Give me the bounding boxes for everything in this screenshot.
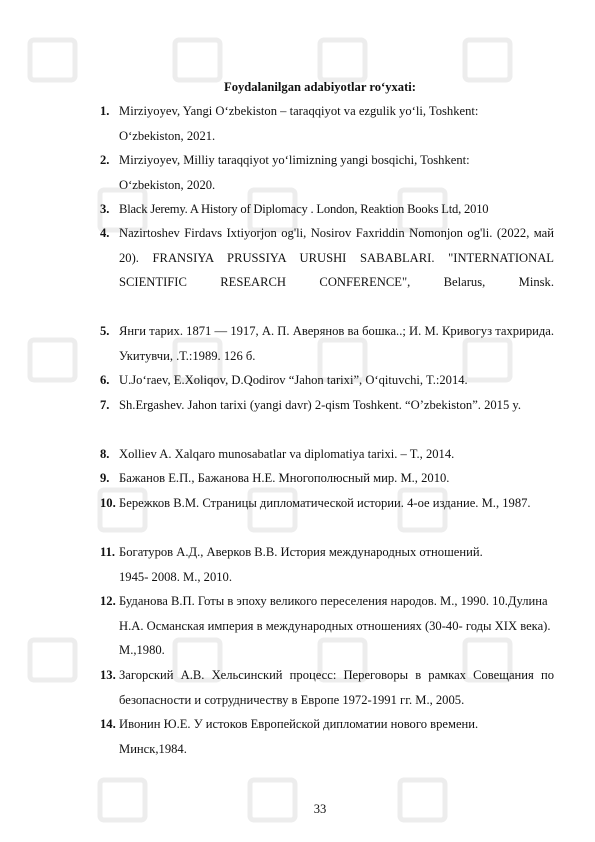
reference-number: 5. [100, 324, 110, 338]
reference-text: Янги тарих. 1871 — 1917, А. П. Аверянов ва бошка..; И. М. Кривогуз тахририда. Укитувчи, .Т.:1989. 126 б. [119, 324, 554, 363]
reference-number: 4. [100, 226, 110, 240]
reference-item-1 [100, 99, 554, 148]
reference-item-14 [100, 712, 554, 761]
reference-number: 8. [100, 447, 110, 461]
page-title: Foydalanilgan adabiyotlar ro‘yxati: [224, 80, 416, 94]
reference-item-5 [100, 319, 554, 368]
reference-number: 2. [100, 153, 110, 167]
reference-number: 14. [100, 717, 116, 731]
reference-number: 6. [100, 373, 110, 387]
reference-number: 9. [100, 471, 110, 485]
reference-text: Mirziyoyev, Milliy taraqqiyot yo‘limizning yangi bosqichi, Toshkent: O‘zbekiston, 2020. [119, 153, 470, 192]
reference-number: 12. [100, 594, 116, 608]
reference-number: 10. [100, 496, 116, 510]
reference-text: Загорский А.В. Хельсинский процесс: Переговоры в рамках Совещания по безопасности и сотрудничеству в Европе 1972-1991 гг. М., 2005. [119, 668, 554, 707]
reference-text: Sh.Ergashev. Jahon tarixi (yangi davr) 2-qism Toshkent. “O’zbekiston”. 2015 y. [119, 398, 522, 412]
reference-text: U.Jo‘raev, E.Xoliqov, D.Qodirov “Jahon tarixi”, O‘qituvchi, T.:2014. [119, 373, 468, 387]
reference-text: Богатуров А.Д., Аверков В.В. История международных отношений. 1945- 2008. М., 2010. [119, 545, 483, 584]
reference-item-4 [100, 221, 554, 295]
reference-text: Xolliev A. Xalqaro munosabatlar va diplomatiya tarixi. – T., 2014. [119, 447, 455, 461]
reference-item-8 [100, 442, 554, 467]
reference-item-6 [100, 368, 554, 393]
reference-number: 1. [100, 104, 110, 118]
reference-text: Бажанов Е.П., Бажанова Н.Е. Многополюсный мир. М., 2010. [119, 471, 450, 485]
reference-text: Бережков В.М. Страницы дипломатической истории. 4-ое издание. М., 1987. [119, 496, 531, 510]
reference-item-7 [100, 393, 554, 418]
reference-text: Mirziyoyev, Yangi O‘zbekiston – taraqqiyot va ezgulik yo‘li, Toshkent: O‘zbekiston, 2021. [119, 104, 479, 143]
reference-number: 13. [100, 668, 116, 682]
reference-text: Black Jeremy. A History of Diplomacy . London, Reaktion Books Ltd, 2010 [119, 202, 489, 216]
reference-number: 7. [100, 398, 110, 412]
reference-item-12 [100, 589, 554, 663]
reference-text: Буданова В.П. Готы в эпоху великого переселения народов. М., 1990. 10.Дулина Н.А. Османская империя в международных отношениях (30-40- годы XIX века). М.,1980. [119, 594, 551, 657]
page-number: 33 [313, 802, 327, 816]
reference-number: 11. [100, 545, 116, 559]
reference-item-9 [100, 466, 554, 491]
reference-item-10 [100, 491, 554, 516]
reference-number: 3. [100, 202, 110, 216]
reference-item-2 [100, 148, 554, 197]
reference-item-13 [100, 663, 554, 712]
reference-item-11 [100, 540, 554, 589]
reference-text: Nazirtoshev Firdavs Ixtiyorjon og'li, Nosirov Faxriddin Nomonjon og'li. (2022, май 20). FRANSIYA PRUSSIYA URUSHI SABABLARI. "INTERNATIONAL SCIENTIFIC RESEARCH CONFERENCE", Belarus, Minsk. [119, 226, 554, 289]
reference-item-3 [100, 197, 554, 222]
reference-text: Ивонин Ю.Е. У истоков Европейской дипломатии нового времени. Минск,1984. [119, 717, 479, 756]
